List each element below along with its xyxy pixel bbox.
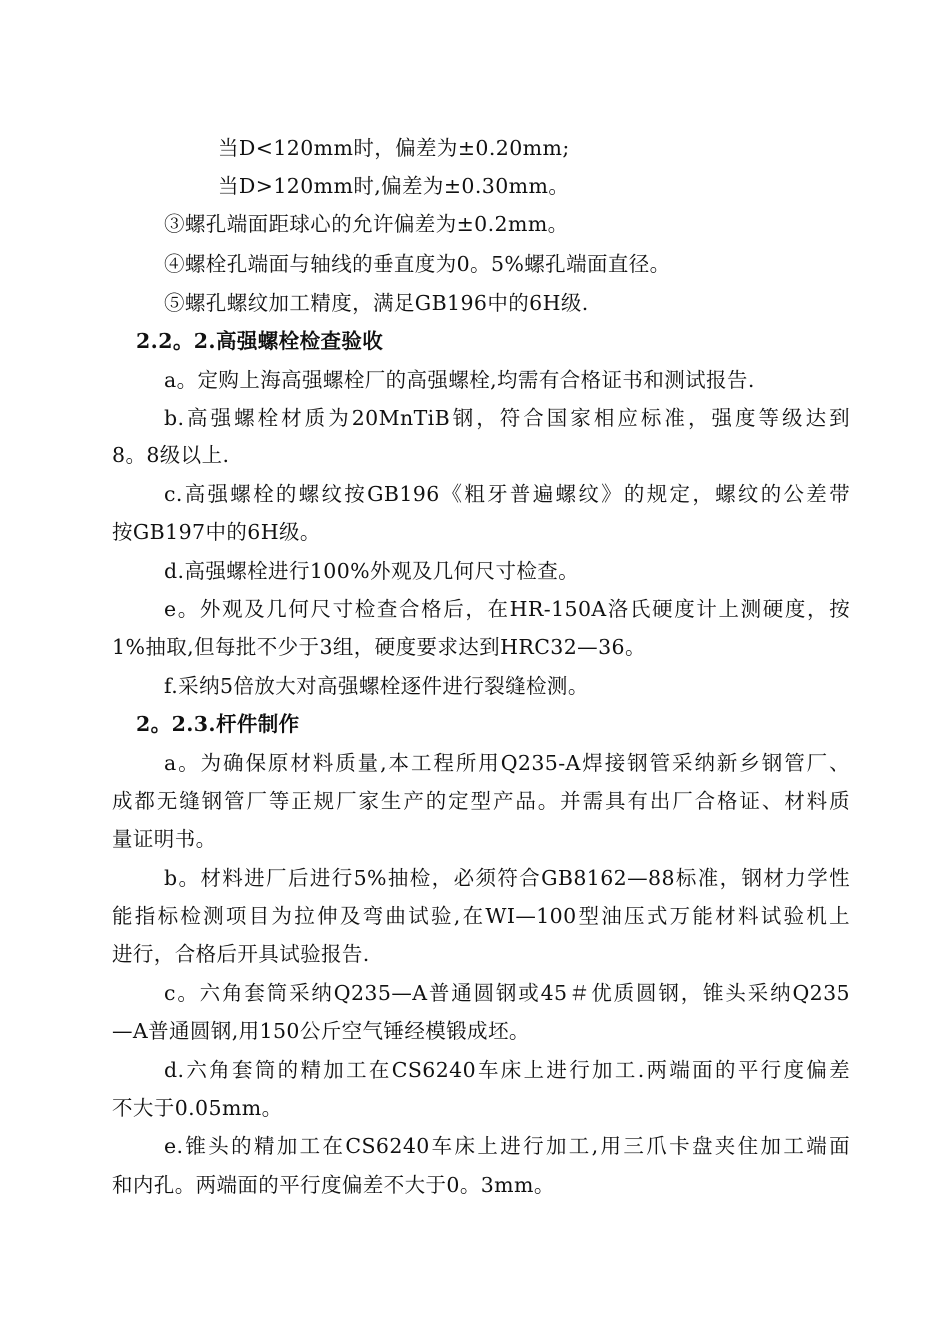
text-line: ③螺孔端面距球心的允许偏差为±0.2mm。 [164, 212, 569, 236]
text-line: f.采纳5倍放大对高强螺栓逐件进行裂缝检测。 [164, 674, 589, 698]
text-line: 进行，合格后开具试验报告. [112, 942, 370, 966]
text-line: 量证明书。 [112, 827, 217, 851]
text-line: 成都无缝钢管厂等正规厂家生产的定型产品。并需具有出厂合格证、材料质 [112, 789, 850, 813]
text-line: 8。8级以上. [112, 443, 230, 467]
text-line: 和内孔。两端面的平行度偏差不大于0。3mm。 [112, 1173, 555, 1197]
text-line: 按GB197中的6H级。 [112, 520, 321, 544]
text-line: 能指标检测项目为拉伸及弯曲试验,在WI—100型油压式万能材料试验机上 [112, 904, 850, 928]
text-line: a。为确保原材料质量,本工程所用Q235-A焊接钢管采纳新乡钢管厂、 [164, 751, 850, 775]
section-heading: 2。2.3.杆件制作 [136, 712, 300, 736]
text-line: 不大于0.05mm。 [112, 1096, 283, 1120]
text-line: d.六角套筒的精加工在CS6240车床上进行加工.两端面的平行度偏差 [164, 1058, 850, 1082]
section-heading: 2.2。2.高强螺栓检查验收 [136, 329, 384, 353]
text-line: —A普通圆钢,用150公斤空气锤经模锻成坯。 [112, 1019, 530, 1043]
text-line: 当D>120mm时,偏差为±0.30mm。 [218, 174, 570, 198]
text-line: e。外观及几何尺寸检查合格后，在HR-150A洛氏硬度计上测硬度，按 [164, 597, 850, 621]
text-line: 1%抽取,但每批不少于3组，硬度要求达到HRC32—36。 [112, 635, 646, 659]
text-line: d.高强螺栓进行100%外观及几何尺寸检查。 [164, 559, 580, 583]
text-line: c.高强螺栓的螺纹按GB196《粗牙普遍螺纹》的规定，螺纹的公差带 [164, 482, 850, 506]
text-line: b。材料进厂后进行5%抽检，必须符合GB8162—88标准，钢材力学性 [164, 866, 850, 890]
text-line: c。六角套筒采纳Q235—A普通圆钢或45＃优质圆钢，锥头采纳Q235 [164, 981, 850, 1005]
text-line: 当D<120mm时，偏差为±0.20mm; [218, 136, 570, 160]
text-line: ⑤螺孔螺纹加工精度，满足GB196中的6H级. [164, 291, 589, 315]
text-line: e.锥头的精加工在CS6240车床上进行加工,用三爪卡盘夹住加工端面 [164, 1134, 850, 1158]
text-line: b.高强螺栓材质为20MnTiB钢，符合国家相应标准，强度等级达到 [164, 406, 850, 430]
text-line: a。定购上海高强螺栓厂的高强螺栓,均需有合格证书和测试报告. [164, 368, 755, 392]
text-line: ④螺栓孔端面与轴线的垂直度为0。5%螺孔端面直径。 [164, 252, 671, 276]
